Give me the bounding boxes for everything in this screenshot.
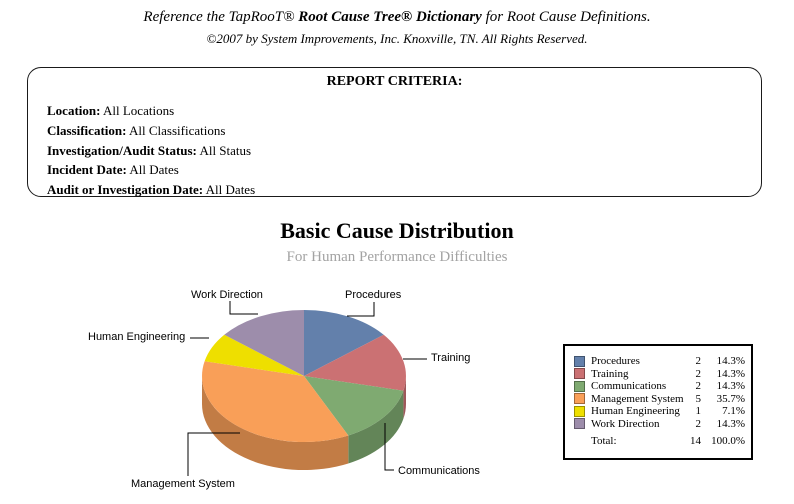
criteria-row-location: Location: All Locations xyxy=(47,103,175,118)
legend-swatch-management-system xyxy=(574,393,585,404)
legend-row-procedures: Procedures 2 14.3% xyxy=(574,355,745,368)
pie-label-communications: Communications xyxy=(398,465,480,477)
pie-top-slices xyxy=(202,310,406,442)
legend-row-management-system: Management System 5 35.7% xyxy=(574,393,745,406)
callout-procedures xyxy=(347,302,374,316)
pie-label-work-direction: Work Direction xyxy=(191,289,263,301)
legend-swatch-human-engineering xyxy=(574,406,585,417)
legend-row-human-engineering: Human Engineering 1 7.1% xyxy=(574,405,745,418)
criteria-row-status: Investigation/Audit Status: All Status xyxy=(47,142,252,158)
legend-row-total: Total: 14 100.0% xyxy=(591,434,745,447)
chart-subtitle: For Human Performance Difficulties xyxy=(286,249,508,265)
report-criteria-title: REPORT CRITERIA: xyxy=(326,74,463,89)
chart-title: Basic Cause Distribution xyxy=(280,218,514,243)
pie-label-human-engineering: Human Engineering xyxy=(88,331,186,343)
legend-swatch-procedures xyxy=(574,356,585,367)
criteria-row-audit-date: Audit or Investigation Date: All Dates xyxy=(47,182,256,198)
legend-swatch-training xyxy=(574,368,585,379)
criteria-row-classification: Classification: All Classifications xyxy=(47,122,226,138)
reference-line-bold: Root Cause Tree® Dictionary xyxy=(298,9,482,25)
legend-row-communications: Communications 2 14.3% xyxy=(574,380,745,393)
legend-row-work-direction: Work Direction 2 14.3% xyxy=(574,418,745,431)
pie-label-training: Training xyxy=(431,352,471,364)
pie-label-management-system: Management System xyxy=(131,478,235,490)
pie-label-procedures: Procedures xyxy=(345,289,402,301)
copyright-line: ©2007 by System Improvements, Inc. Knoxville, TN. All Rights Reserved. xyxy=(206,31,588,46)
callout-work-direction xyxy=(230,301,258,314)
chart-legend xyxy=(563,344,753,460)
legend-swatch-work-direction xyxy=(574,418,585,429)
criteria-row-incident-date: Incident Date: All Dates xyxy=(47,162,179,178)
reference-line-prefix: Reference the TapRooT® xyxy=(143,9,299,25)
reference-line-suffix: for Root Cause Definitions. xyxy=(481,9,651,25)
legend-row-training: Training 2 14.3% xyxy=(574,368,745,381)
legend-swatch-communications xyxy=(574,381,585,392)
